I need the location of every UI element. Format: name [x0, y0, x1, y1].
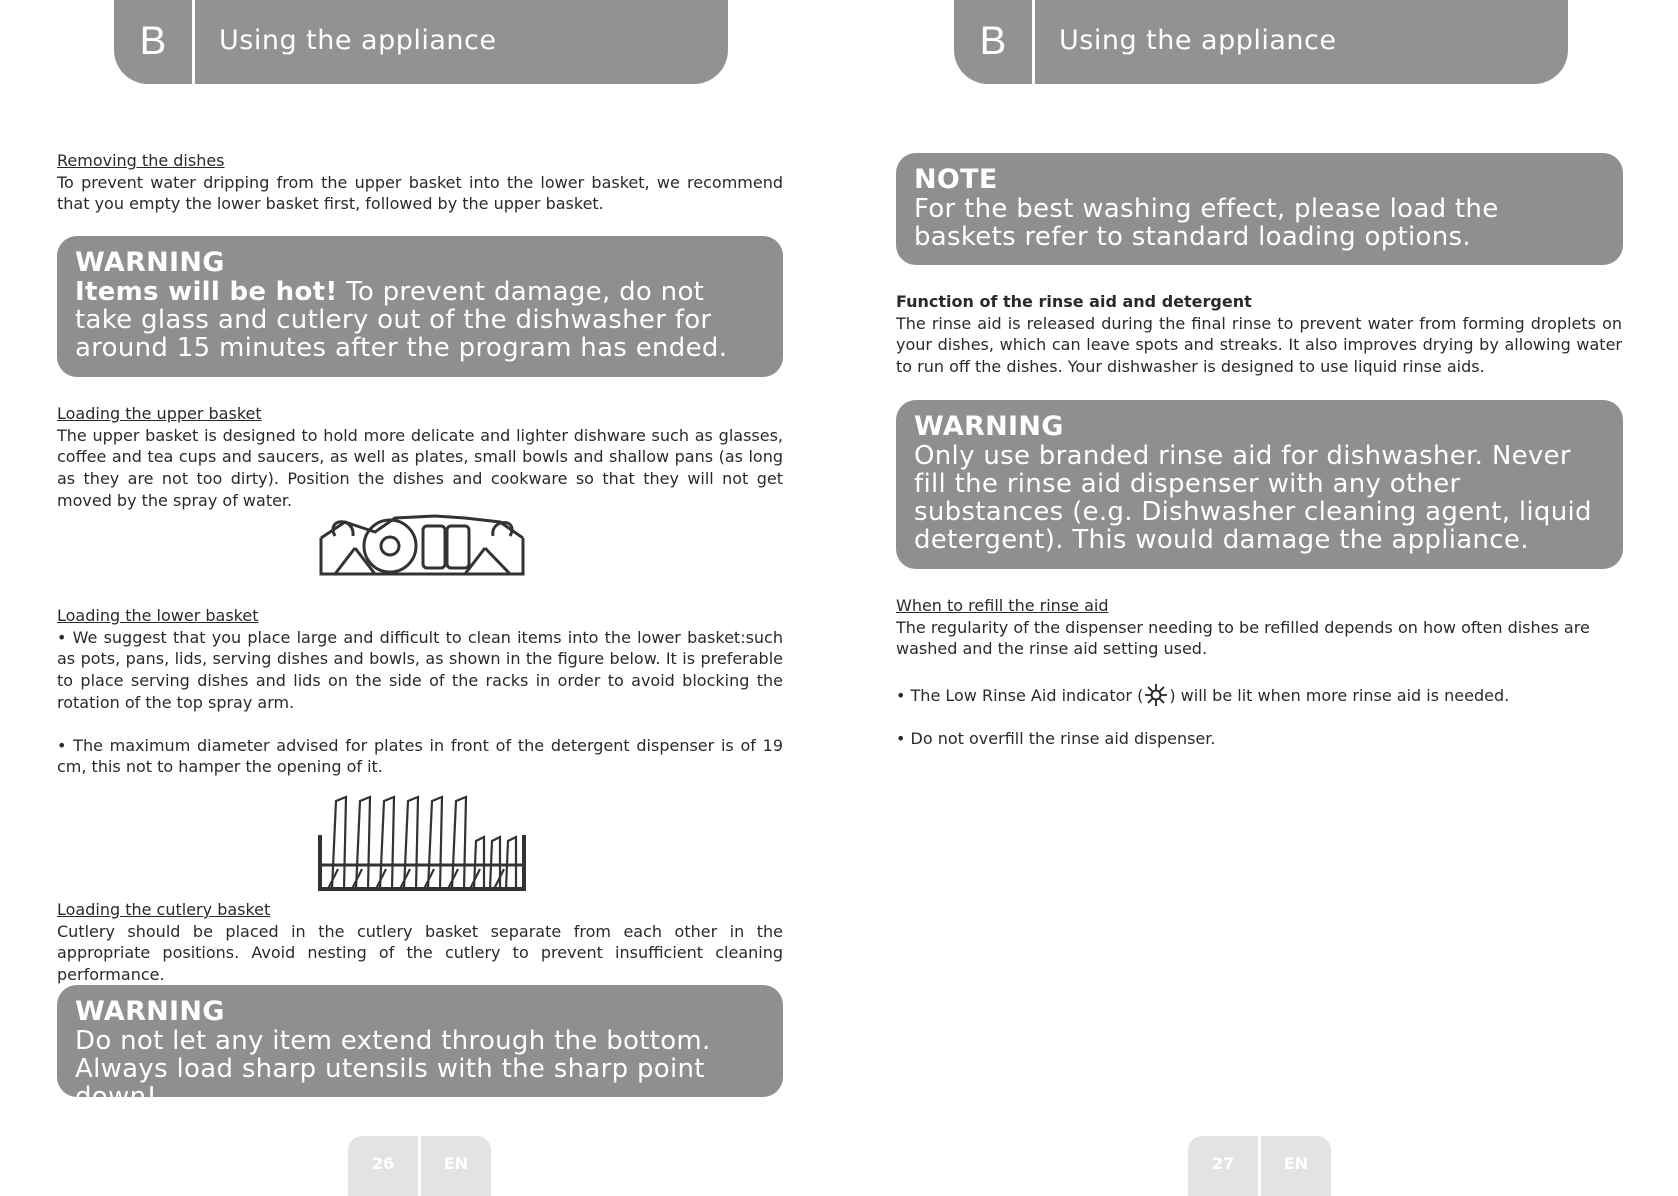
note-label: NOTE	[914, 164, 998, 195]
warning-label: WARNING	[75, 247, 225, 278]
overfill-bullet: • Do not overfill the rinse aid dispenser.	[896, 729, 1216, 749]
section-tab	[954, 0, 1568, 84]
warning-hot-items-box	[57, 236, 783, 377]
section-tab	[114, 0, 728, 84]
page-number: 27	[1211, 1154, 1235, 1173]
warning-line-2: Always load sharp utensils with the sharp point down!	[75, 1054, 705, 1112]
cutlery-basket-text: Cutlery should be placed in the cutlery basket separate from each other in the appropriate positions. Avoid nesting of the cutlery to prevent insufficient cleaning performance.	[57, 921, 783, 985]
section-letter: B	[139, 19, 167, 63]
warning-hot-items-text	[75, 278, 765, 362]
section-title: Using the appliance	[1059, 25, 1337, 56]
right-page	[839, 0, 1678, 1191]
page-footer	[1188, 1136, 1331, 1196]
lower-basket-bullet-2: • The maximum diameter advised for plates in front of the detergent dispenser is of 19 cm, this not to hamper the opening of it.	[57, 735, 783, 777]
warning-rinse-aid-box	[896, 400, 1623, 569]
warning-rinse-aid-text: Only use branded rinse aid for dishwasher. Never fill the rinse aid dispenser with any other substances (e.g. Dishwasher cleaning agent, liquid detergent). This would damage the appliance.	[914, 441, 1592, 555]
language-code: EN	[443, 1154, 469, 1173]
tab-divider	[192, 0, 195, 84]
cutlery-basket-section	[57, 899, 783, 986]
cutlery-basket-heading: Loading the cutlery basket	[57, 900, 271, 919]
left-page	[0, 0, 839, 1191]
refill-rinse-aid-section	[896, 595, 1622, 750]
note-box	[896, 153, 1623, 265]
warning-line-1: Do not let any item extend through the bottom.	[75, 1026, 711, 1056]
refill-rinse-aid-text: The regularity of the dispenser needing to be refilled depends on how often dishes are washed and the rinse aid setting used.	[896, 617, 1590, 659]
upper-basket-section	[57, 403, 783, 512]
rinse-aid-function-section	[896, 291, 1622, 378]
rinse-aid-function-heading: Function of the rinse aid and detergent	[896, 292, 1252, 311]
upper-basket-illustration-icon	[315, 508, 530, 580]
removing-dishes-text: To prevent water dripping from the upper basket into the lower basket, we recommend that you empty the lower basket first, followed by the upper basket.	[57, 172, 783, 214]
language-code: EN	[1283, 1154, 1309, 1173]
warning-label: WARNING	[75, 996, 225, 1027]
low-rinse-aid-bullet-end: ) will be lit when more rinse aid is needed.	[1169, 686, 1510, 706]
low-rinse-aid-bullet-start: • The Low Rinse Aid indicator (	[896, 686, 1144, 706]
section-title: Using the appliance	[219, 25, 497, 56]
note-text: For the best washing effect, please load the baskets refer to standard loading options.	[914, 194, 1499, 252]
lower-basket-section	[57, 605, 783, 778]
tab-divider	[1032, 0, 1035, 84]
section-letter: B	[979, 19, 1007, 63]
refill-rinse-aid-heading: When to refill the rinse aid	[896, 596, 1109, 615]
warning-hot-items-emphasis: Items will be hot!	[75, 277, 338, 307]
rinse-aid-indicator-icon	[1143, 683, 1169, 707]
page-footer	[348, 1136, 491, 1196]
lower-basket-plate-rack-illustration-icon	[318, 795, 526, 893]
upper-basket-heading: Loading the upper basket	[57, 404, 262, 423]
warning-sharp-items-box	[57, 985, 783, 1112]
removing-dishes-heading: Removing the dishes	[57, 151, 225, 170]
rinse-aid-function-text: The rinse aid is released during the final rinse to prevent water from forming droplets on your dishes, which can leave spots and streaks. It also improves drying by allowing water to run off the dishes. Your dishwasher is designed to use liquid rinse aids.	[896, 313, 1622, 377]
lower-basket-heading: Loading the lower basket	[57, 606, 259, 625]
page-number: 26	[371, 1154, 395, 1173]
warning-hot-items-body: To prevent damage, do not take glass and cutlery out of the dishwasher for around 15 minutes after the program has ended.	[75, 277, 728, 363]
low-rinse-aid-bullet	[896, 683, 1622, 707]
upper-basket-text: The upper basket is designed to hold more delicate and lighter dishware such as glasses, coffee and tea cups and saucers, as well as plates, small bowls and shallow pans (as long as they are not too dirty). Position the dishes and cookware so that they will not get moved by the spray of water.	[57, 425, 783, 510]
warning-label: WARNING	[914, 411, 1064, 442]
lower-basket-bullet-1: • We suggest that you place large and difficult to clean items into the lower basket:such as pots, pans, lids, serving dishes and bowls, as shown in the figure below. It is preferable to place serving dishes and lids on the side of the racks in order to avoid blocking the rotation of the top spray arm.	[57, 627, 783, 712]
removing-dishes-section	[57, 150, 783, 215]
